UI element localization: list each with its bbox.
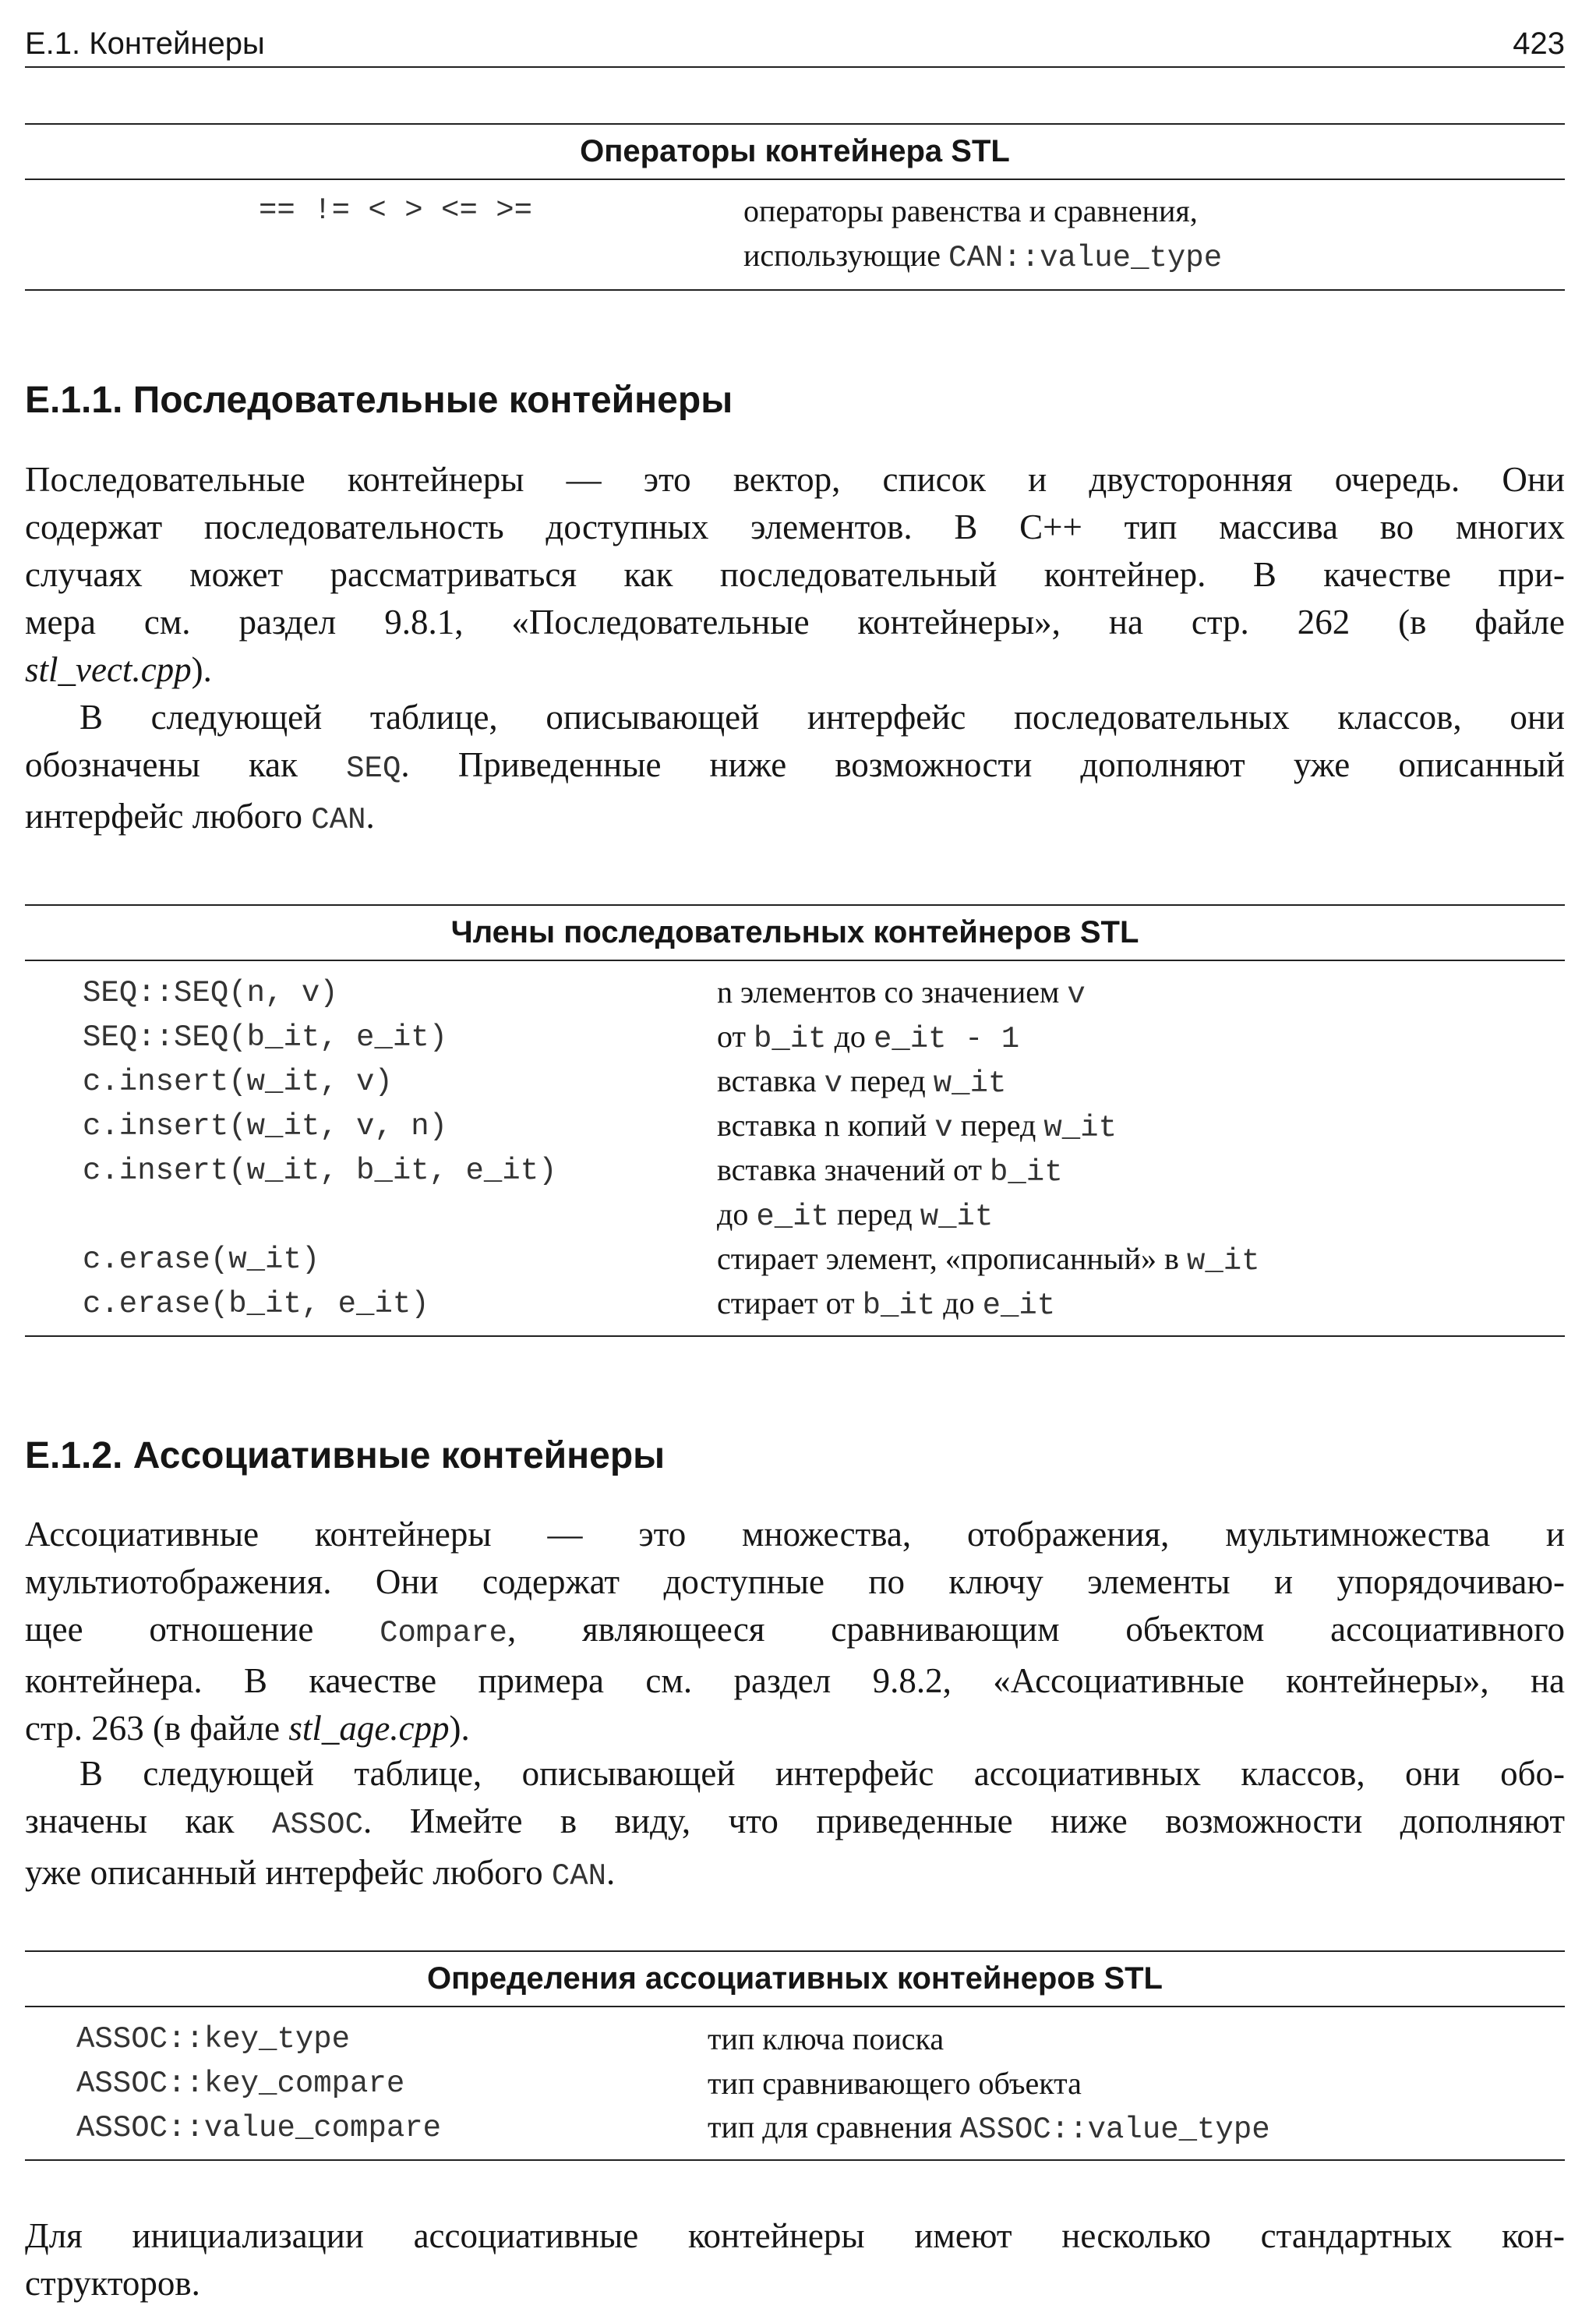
member-description: стирает от b_it до e_it — [717, 1285, 1056, 1323]
file-reference: stl_age.cpp — [288, 1709, 450, 1748]
operators-table — [25, 123, 1565, 291]
table-caption: Определения ассоциативных контейнеров STL — [25, 1950, 1565, 2007]
section-heading-associative: Е.1.2. Ассоциативные контейнеры — [25, 1435, 666, 1476]
running-header-title: Е.1. Контейнеры — [25, 27, 265, 61]
member-signature: ASSOC::key_type — [76, 2021, 351, 2056]
member-description: вставка v перед w_it — [717, 1063, 1007, 1101]
table-caption: Члены последовательных контейнеров STL — [25, 904, 1565, 961]
section-heading-sequential: Е.1.1. Последовательные контейнеры — [25, 380, 733, 421]
table-row — [25, 1015, 1565, 1059]
member-signature: SEQ::SEQ(n, v) — [83, 975, 338, 1010]
member-description: тип ключа поиска — [708, 2021, 945, 2056]
paragraph-associative-2: В следующей таблице, описывающей интерфейс ассоциативных классов, они обо- значены как ASSOC. Имейте в виду, что приведенные ниже возможности дополняют уже описанный интерфейс любого CAN. — [25, 1754, 1565, 1893]
member-signature: c.insert(w_it, v, n) — [83, 1108, 448, 1144]
member-description: вставка значений от b_it — [717, 1152, 1063, 1190]
member-signature: SEQ::SEQ(b_it, e_it) — [83, 1020, 448, 1055]
table-row — [25, 1237, 1565, 1282]
member-description: тип для сравнения ASSOC::value_type — [708, 2109, 1270, 2147]
table-row — [25, 2106, 1565, 2150]
table-row — [25, 1148, 1565, 1193]
page-number: 423 — [1513, 27, 1565, 61]
member-signature: c.insert(w_it, v) — [83, 1064, 393, 1099]
table-row — [25, 1059, 1565, 1104]
member-signature: c.insert(w_it, b_it, e_it) — [83, 1153, 557, 1188]
table-row — [25, 233, 1565, 278]
table-row — [25, 971, 1565, 1015]
associative-definitions-table — [25, 1950, 1565, 2161]
member-description: от b_it до e_it - 1 — [717, 1019, 1020, 1056]
closing-paragraph: Для инициализации ассоциативные контейнеры имеют несколько стандартных кон- структоров. — [25, 2216, 1565, 2303]
operators-description-cont: использующие CAN::value_type — [743, 237, 1223, 275]
table-row — [25, 1193, 1565, 1237]
file-reference: stl_vect.cpp — [25, 650, 192, 689]
member-description: n элементов со значением v — [717, 974, 1086, 1012]
paragraph-sequential-2: В следующей таблице, описывающей интерфейс последовательных классов, они обозначены как SEQ. Приведенные ниже возможности дополняют уже описанный интерфейс любого CAN. — [25, 698, 1565, 837]
member-signature: c.erase(w_it) — [83, 1242, 320, 1277]
table-row — [25, 2061, 1565, 2106]
table-body — [25, 2007, 1565, 2161]
member-description: вставка n копий v перед w_it — [717, 1108, 1117, 1145]
member-signature: ASSOC::key_compare — [76, 2066, 405, 2101]
table-row — [25, 1104, 1565, 1148]
paragraph-sequential-1: Последовательные контейнеры — это вектор, список и двусторонняя очередь. Они содержат последовательность доступных элементов. В C++ тип массива во многих случаях может рассматриваться как последовательный контейнер. В качестве при- мера см. раздел 9.8.1, «Последовательные контейнеры», на стр. 262 (в файле stl_vect.cpp). — [25, 460, 1565, 689]
table-row — [25, 188, 1565, 233]
operators-list: == != < > <= >= — [259, 193, 533, 228]
member-signature: ASSOC::value_compare — [76, 2110, 442, 2145]
member-signature: c.erase(b_it, e_it) — [83, 1286, 429, 1321]
paragraph-associative-1: Ассоциативные контейнеры — это множества, отображения, мультимножества и мультиотображения. Они содержат доступные по ключу элементы и упорядочиваю- щее отношение Compare, являющееся сравнивающим объектом ассоциативного контейнера. В качестве примера см. раздел 9.8.2, «Ассоциативные контейнеры», на стр. 263 (в файле stl_age.cpp). — [25, 1515, 1565, 1748]
member-description: тип сравнивающего объекта — [708, 2066, 1082, 2101]
member-description: до e_it перед w_it — [717, 1197, 994, 1234]
table-row — [25, 1282, 1565, 1326]
table-body — [25, 961, 1565, 1337]
running-header — [25, 27, 1565, 68]
operators-description: операторы равенства и сравнения, — [743, 193, 1198, 228]
table-caption: Операторы контейнера STL — [25, 123, 1565, 180]
member-description: стирает элемент, «прописанный» в w_it — [717, 1241, 1260, 1278]
table-row — [25, 2017, 1565, 2061]
sequential-members-table — [25, 904, 1565, 1337]
